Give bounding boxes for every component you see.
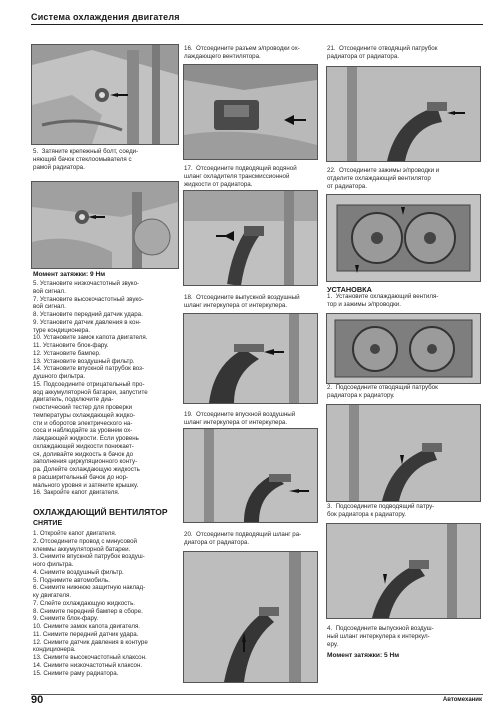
photo-intercooler-outlet — [183, 313, 318, 404]
footer-divider — [31, 694, 483, 695]
step-18-caption: 18. Отсоедините выпускной воздушный шланг интеркулера от интеркулера. — [184, 294, 300, 309]
page-number: 90 — [31, 694, 44, 706]
list-item: 4. Снимите воздушный фильтр. — [33, 568, 124, 576]
list-item: в расширительный бачок до нор- — [33, 473, 129, 481]
list-item: туре кондиционера. — [33, 326, 91, 334]
list-item: ку двигателя. — [33, 592, 72, 599]
list-item: температуры охлаждающей жидко- — [33, 411, 136, 419]
list-item: 5. Установите низкочастотный звуко- — [33, 280, 140, 287]
list-item: 8. Установите передний датчик удара. — [33, 311, 143, 318]
list-item: ра. Долейте охлаждающую жидкость — [33, 466, 140, 473]
install-step-2-caption: 2. Подсоедините отводящий патрубок радиатора к радиатору. — [327, 384, 438, 399]
photo-trans-hose — [183, 190, 318, 286]
step-5-caption: 5. Затяните крепежный болт, соеди- няющий бачок стеклоомывателя с рамой радиатора. — [33, 148, 139, 171]
list-item: вой сигнал. — [33, 303, 66, 311]
list-item: 1. Откройте капот двигателя. — [33, 530, 117, 537]
list-item: 7. Слейте охлаждающую жидкость. — [33, 599, 136, 607]
list-item: 14. Снимите низкочастотный клаксон. — [33, 661, 143, 669]
list-item: 11. Установите блок-фару. — [33, 342, 109, 349]
list-item: заполнения циркуляционного конту- — [33, 458, 138, 466]
list-item: охлаждающей жидкости понижает- — [33, 442, 134, 450]
list-item: двигатель, подключите диа- — [33, 396, 114, 404]
photo-washer-bolt — [31, 44, 179, 145]
photo-washer-bolt-2 — [31, 181, 179, 269]
list-item: 9. Установите датчик давления в кон- — [33, 318, 141, 326]
list-item: 16. Закройте капот двигателя. — [33, 489, 120, 497]
photo-outlet-install — [326, 404, 481, 502]
list-item: 7. Установите высокочастотный звуко- — [33, 295, 144, 303]
list-item: вод аккумуляторной батареи, запустите — [33, 388, 148, 396]
list-item: 13. Установите воздушный фильтр. — [33, 357, 135, 365]
step-19-caption: 19. Отсоедините впускной воздушный шланг интеркулера от интеркулера. — [184, 411, 296, 426]
install-step-4-caption: 4. Подсоедините выпускной воздуш- ный шланг интеркулера к интеркул- еру. — [327, 625, 434, 648]
list-item: гностический тестер для проверки — [33, 404, 133, 411]
list-item: 2. Отсоедините провод с минусовой — [33, 537, 137, 545]
install-step-3-caption: 3. Подсоедините подводящий патру- бок радиатора к радиатору. — [327, 503, 435, 518]
photo-radiator-outlet — [326, 66, 481, 162]
photo-intercooler-inlet — [183, 428, 318, 523]
list-item: 13. Снимите высокочастотный клаксон. — [33, 654, 147, 661]
step-20-caption: 20. Отсоедините подводящий шланг ра- диатора от радиатора. — [184, 531, 302, 546]
list-item: 12. Установите бампер. — [33, 349, 101, 357]
list-item: 15. Снимите раму радиатора. — [33, 669, 119, 677]
list-item: 10. Снимите замок капота двигателя. — [33, 623, 141, 630]
list-item: кондиционера. — [33, 646, 76, 654]
list-item: 11. Снимите передний датчик удара. — [33, 630, 139, 638]
list-item: душного фильтра. — [33, 373, 86, 380]
list-item: 9. Снимите блок-фару. — [33, 615, 99, 623]
list-item: сти и оборотов электрического на- — [33, 419, 133, 427]
step-21-caption: 21. Отсоедините отводящий патрубок радиатора от радиатора. — [327, 45, 438, 60]
photo-fan-connector — [183, 64, 318, 160]
photo-radiator-inlet — [183, 551, 318, 683]
list-item: 5. Поднимите автомобиль. — [33, 576, 110, 584]
list-item: 12. Снимите датчик давления в контуре — [33, 638, 148, 646]
list-item: ся, доливайте жидкость в бачок до — [33, 450, 134, 458]
list-item: лаждающей жидкости. Если уровень — [33, 435, 139, 442]
list-item: 10. Установите замок капота двигателя. — [33, 334, 148, 342]
list-item: 6. Снимите нижнюю защитную наклад- — [33, 584, 146, 592]
photo-fan-assembly-install — [326, 313, 481, 384]
list-item: 15. Подсоедините отрицательный про- — [33, 380, 145, 388]
publisher-name: Автомеханик — [442, 697, 482, 703]
step-16-caption: 16. Отсоедините разъем э/проводки ох- лаждающего вентилятора. — [184, 45, 300, 60]
list-item: 14. Установите впускной патрубок воз- — [33, 365, 145, 373]
list-item: 8. Снимите передний бампер в сборе. — [33, 607, 143, 615]
removal-heading: СНЯТИЕ — [33, 520, 63, 527]
list-item: клеммы аккумуляторной батареи. — [33, 545, 131, 553]
list-item: 3. Снимите впускной патрубок воздуш- — [33, 553, 145, 561]
header-divider — [31, 24, 483, 25]
install-step-1-caption: 1. Установите охлаждающий вентиля- тор и зажимы э/проводки. — [327, 293, 439, 308]
removal-steps-list — [33, 530, 179, 677]
step-17-caption: 17. Отсоедините подводящий водяной шланг охладителя трансмиссионной жидкости от радиатора. — [184, 165, 297, 188]
install-steps-list — [33, 280, 179, 497]
photo-fan-assembly-removal — [326, 194, 481, 282]
torque-5nm: Момент затяжки: 5 Нм — [327, 652, 400, 659]
list-item: ного фильтра. — [33, 561, 74, 568]
install-heading: УСТАНОВКА — [327, 285, 372, 294]
page-header — [31, 10, 483, 29]
fan-section-heading: ОХЛАЖДАЮЩИЙ ВЕНТИЛЯТОР — [33, 507, 168, 517]
list-item: соса и наблюдайте за уровнем ох- — [33, 427, 133, 435]
step-22-caption: 22. Отсоедините зажимы э/проводки и отделите охлаждающий вентилятор от радиатора. — [327, 167, 440, 190]
section-title: Система охлаждения двигателя — [31, 12, 180, 22]
list-item: вой сигнал. — [33, 287, 66, 295]
list-item: мального уровня и затяните крышку. — [33, 481, 139, 489]
torque-9nm: Момент затяжки: 9 Нм — [33, 271, 106, 278]
photo-inlet-install — [326, 523, 481, 619]
